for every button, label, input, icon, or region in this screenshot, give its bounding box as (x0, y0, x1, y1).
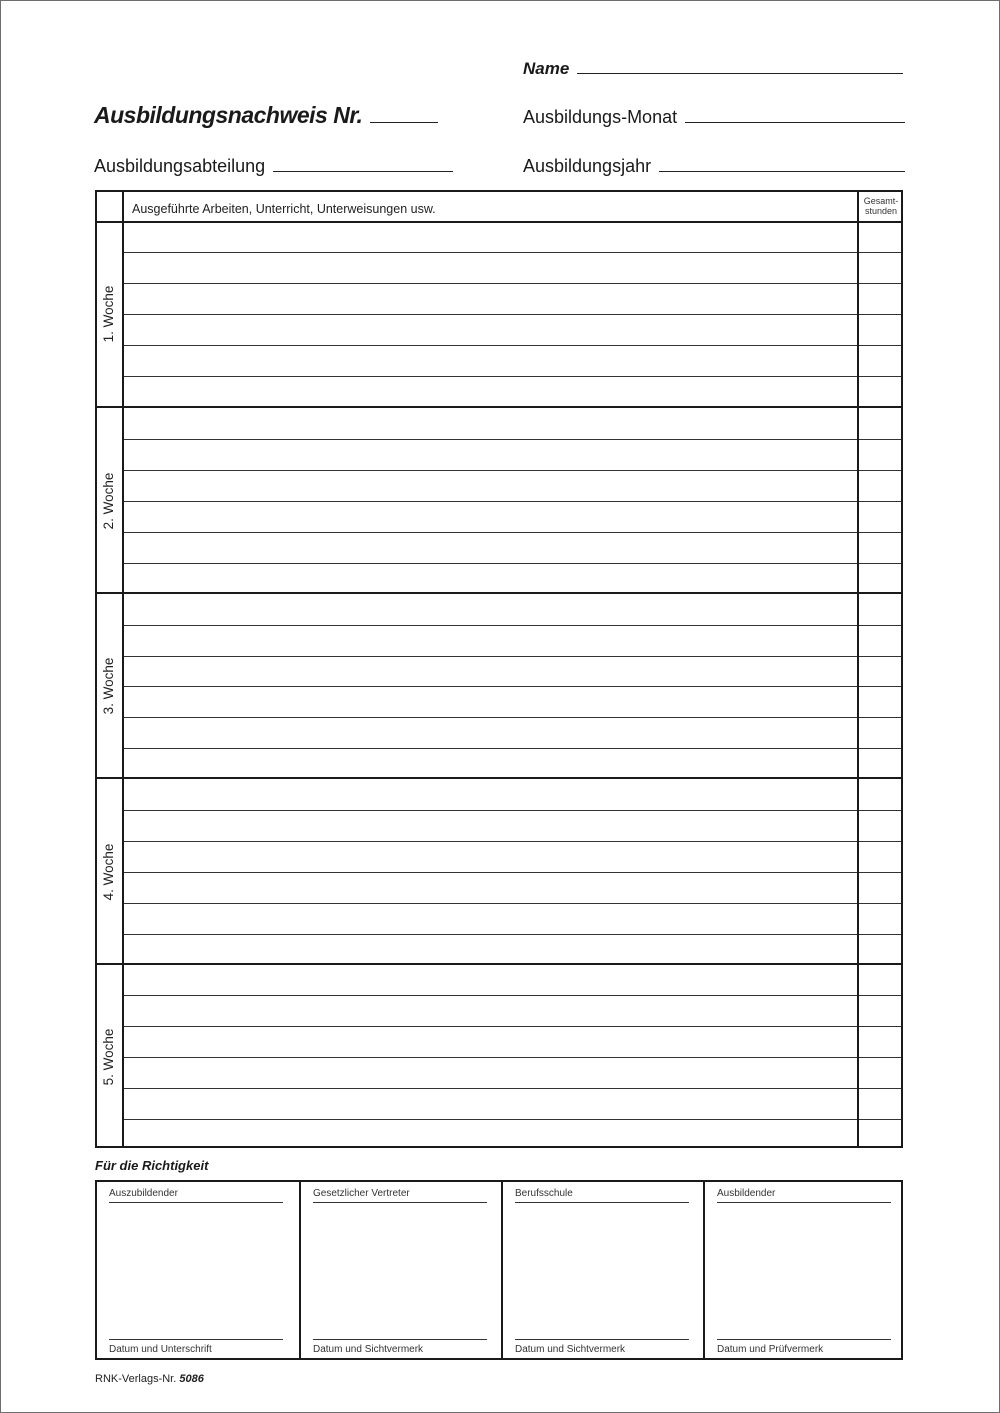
abteilung-label: Ausbildungsabteilung (94, 156, 266, 176)
hours-header-line2: stunden (864, 206, 898, 216)
signature-box-title: Gesetzlicher Vertreter (313, 1188, 410, 1199)
name-field[interactable] (523, 59, 903, 79)
weekly-log-table (95, 190, 903, 1148)
entry-row-line[interactable] (124, 686, 901, 687)
signature-line[interactable] (313, 1339, 487, 1340)
footer-number: 5086 (179, 1373, 204, 1385)
signature-box-top-line (515, 1202, 689, 1203)
signature-box-title: Ausbildender (717, 1188, 776, 1199)
entry-row-line[interactable] (124, 1088, 901, 1089)
signature-table (95, 1180, 903, 1360)
entry-row-line[interactable] (124, 532, 901, 533)
entry-row-line[interactable] (124, 1057, 901, 1058)
week-block (97, 592, 901, 779)
signature-box-caption: Datum und Sichtvermerk (313, 1344, 424, 1355)
signature-box-title: Auszubildender (109, 1188, 178, 1199)
entry-row-line[interactable] (124, 1026, 901, 1027)
week-block (97, 777, 901, 964)
monat-field[interactable] (523, 107, 905, 128)
week-label: 4. Woche (101, 843, 116, 901)
abteilung-input-line[interactable] (273, 170, 453, 172)
entry-row-line[interactable] (124, 934, 901, 935)
week-label: 3. Woche (101, 658, 116, 715)
document-title (94, 102, 438, 129)
signature-box-top-line (109, 1202, 283, 1203)
entry-row-line[interactable] (124, 563, 901, 564)
signature-line[interactable] (515, 1339, 689, 1340)
footer (95, 1373, 204, 1385)
signature-box[interactable] (703, 1182, 905, 1358)
jahr-label: Ausbildungsjahr (523, 156, 652, 176)
hours-divider (857, 192, 859, 1146)
signature-box-top-line (313, 1202, 487, 1203)
entry-row-line[interactable] (124, 376, 901, 377)
entry-row-line[interactable] (124, 1119, 901, 1120)
entry-row-line[interactable] (124, 252, 901, 253)
entry-row-line[interactable] (124, 470, 901, 471)
number-input-line[interactable] (370, 121, 438, 123)
richtigkeit-label: Für die Richtigkeit (95, 1158, 209, 1173)
signature-box-title: Berufsschule (515, 1188, 573, 1199)
abteilung-field[interactable] (94, 156, 453, 177)
signature-box-caption: Datum und Unterschrift (109, 1344, 212, 1355)
name-label: Name (523, 59, 570, 78)
jahr-input-line[interactable] (659, 170, 905, 172)
entry-row-line[interactable] (124, 625, 901, 626)
signature-box[interactable] (501, 1182, 703, 1358)
entry-row-line[interactable] (124, 748, 901, 749)
signature-box-top-line (717, 1202, 891, 1203)
footer-prefix: RNK-Verlags-Nr. (95, 1373, 177, 1385)
entry-row-line[interactable] (124, 717, 901, 718)
title-text: Ausbildungsnachweis Nr. (94, 102, 363, 128)
entry-row-line[interactable] (124, 501, 901, 502)
table-header-row (97, 192, 901, 223)
entry-row-line[interactable] (124, 810, 901, 811)
signature-line[interactable] (717, 1339, 891, 1340)
week-label: 5. Woche (101, 1028, 116, 1086)
entry-row-line[interactable] (124, 314, 901, 315)
week-label: 1. Woche (101, 285, 116, 343)
signature-box[interactable] (299, 1182, 501, 1358)
name-input-line[interactable] (577, 72, 903, 74)
entry-row-line[interactable] (124, 872, 901, 873)
week-block (97, 406, 901, 593)
signature-line[interactable] (109, 1339, 283, 1340)
entry-row-line[interactable] (124, 283, 901, 284)
signature-box[interactable] (97, 1182, 299, 1358)
jahr-field[interactable] (523, 156, 905, 177)
week-label: 2. Woche (101, 472, 116, 530)
week-label-divider (122, 192, 124, 1146)
signature-box-caption: Datum und Sichtvermerk (515, 1344, 626, 1355)
week-block (97, 221, 901, 406)
entry-row-line[interactable] (124, 841, 901, 842)
entry-row-line[interactable] (124, 656, 901, 657)
hours-column-header (859, 196, 903, 216)
entry-row-line[interactable] (124, 345, 901, 346)
entry-row-line[interactable] (124, 995, 901, 996)
week-block (97, 963, 901, 1150)
monat-input-line[interactable] (685, 121, 905, 123)
monat-label: Ausbildungs-Monat (523, 107, 678, 127)
signature-box-caption: Datum und Prüfvermerk (717, 1344, 824, 1355)
hours-header-line1: Gesamt- (863, 196, 899, 206)
entry-row-line[interactable] (124, 903, 901, 904)
entry-row-line[interactable] (124, 439, 901, 440)
activities-column-header: Ausgeführte Arbeiten, Unterricht, Unterweisungen usw. (132, 202, 436, 216)
